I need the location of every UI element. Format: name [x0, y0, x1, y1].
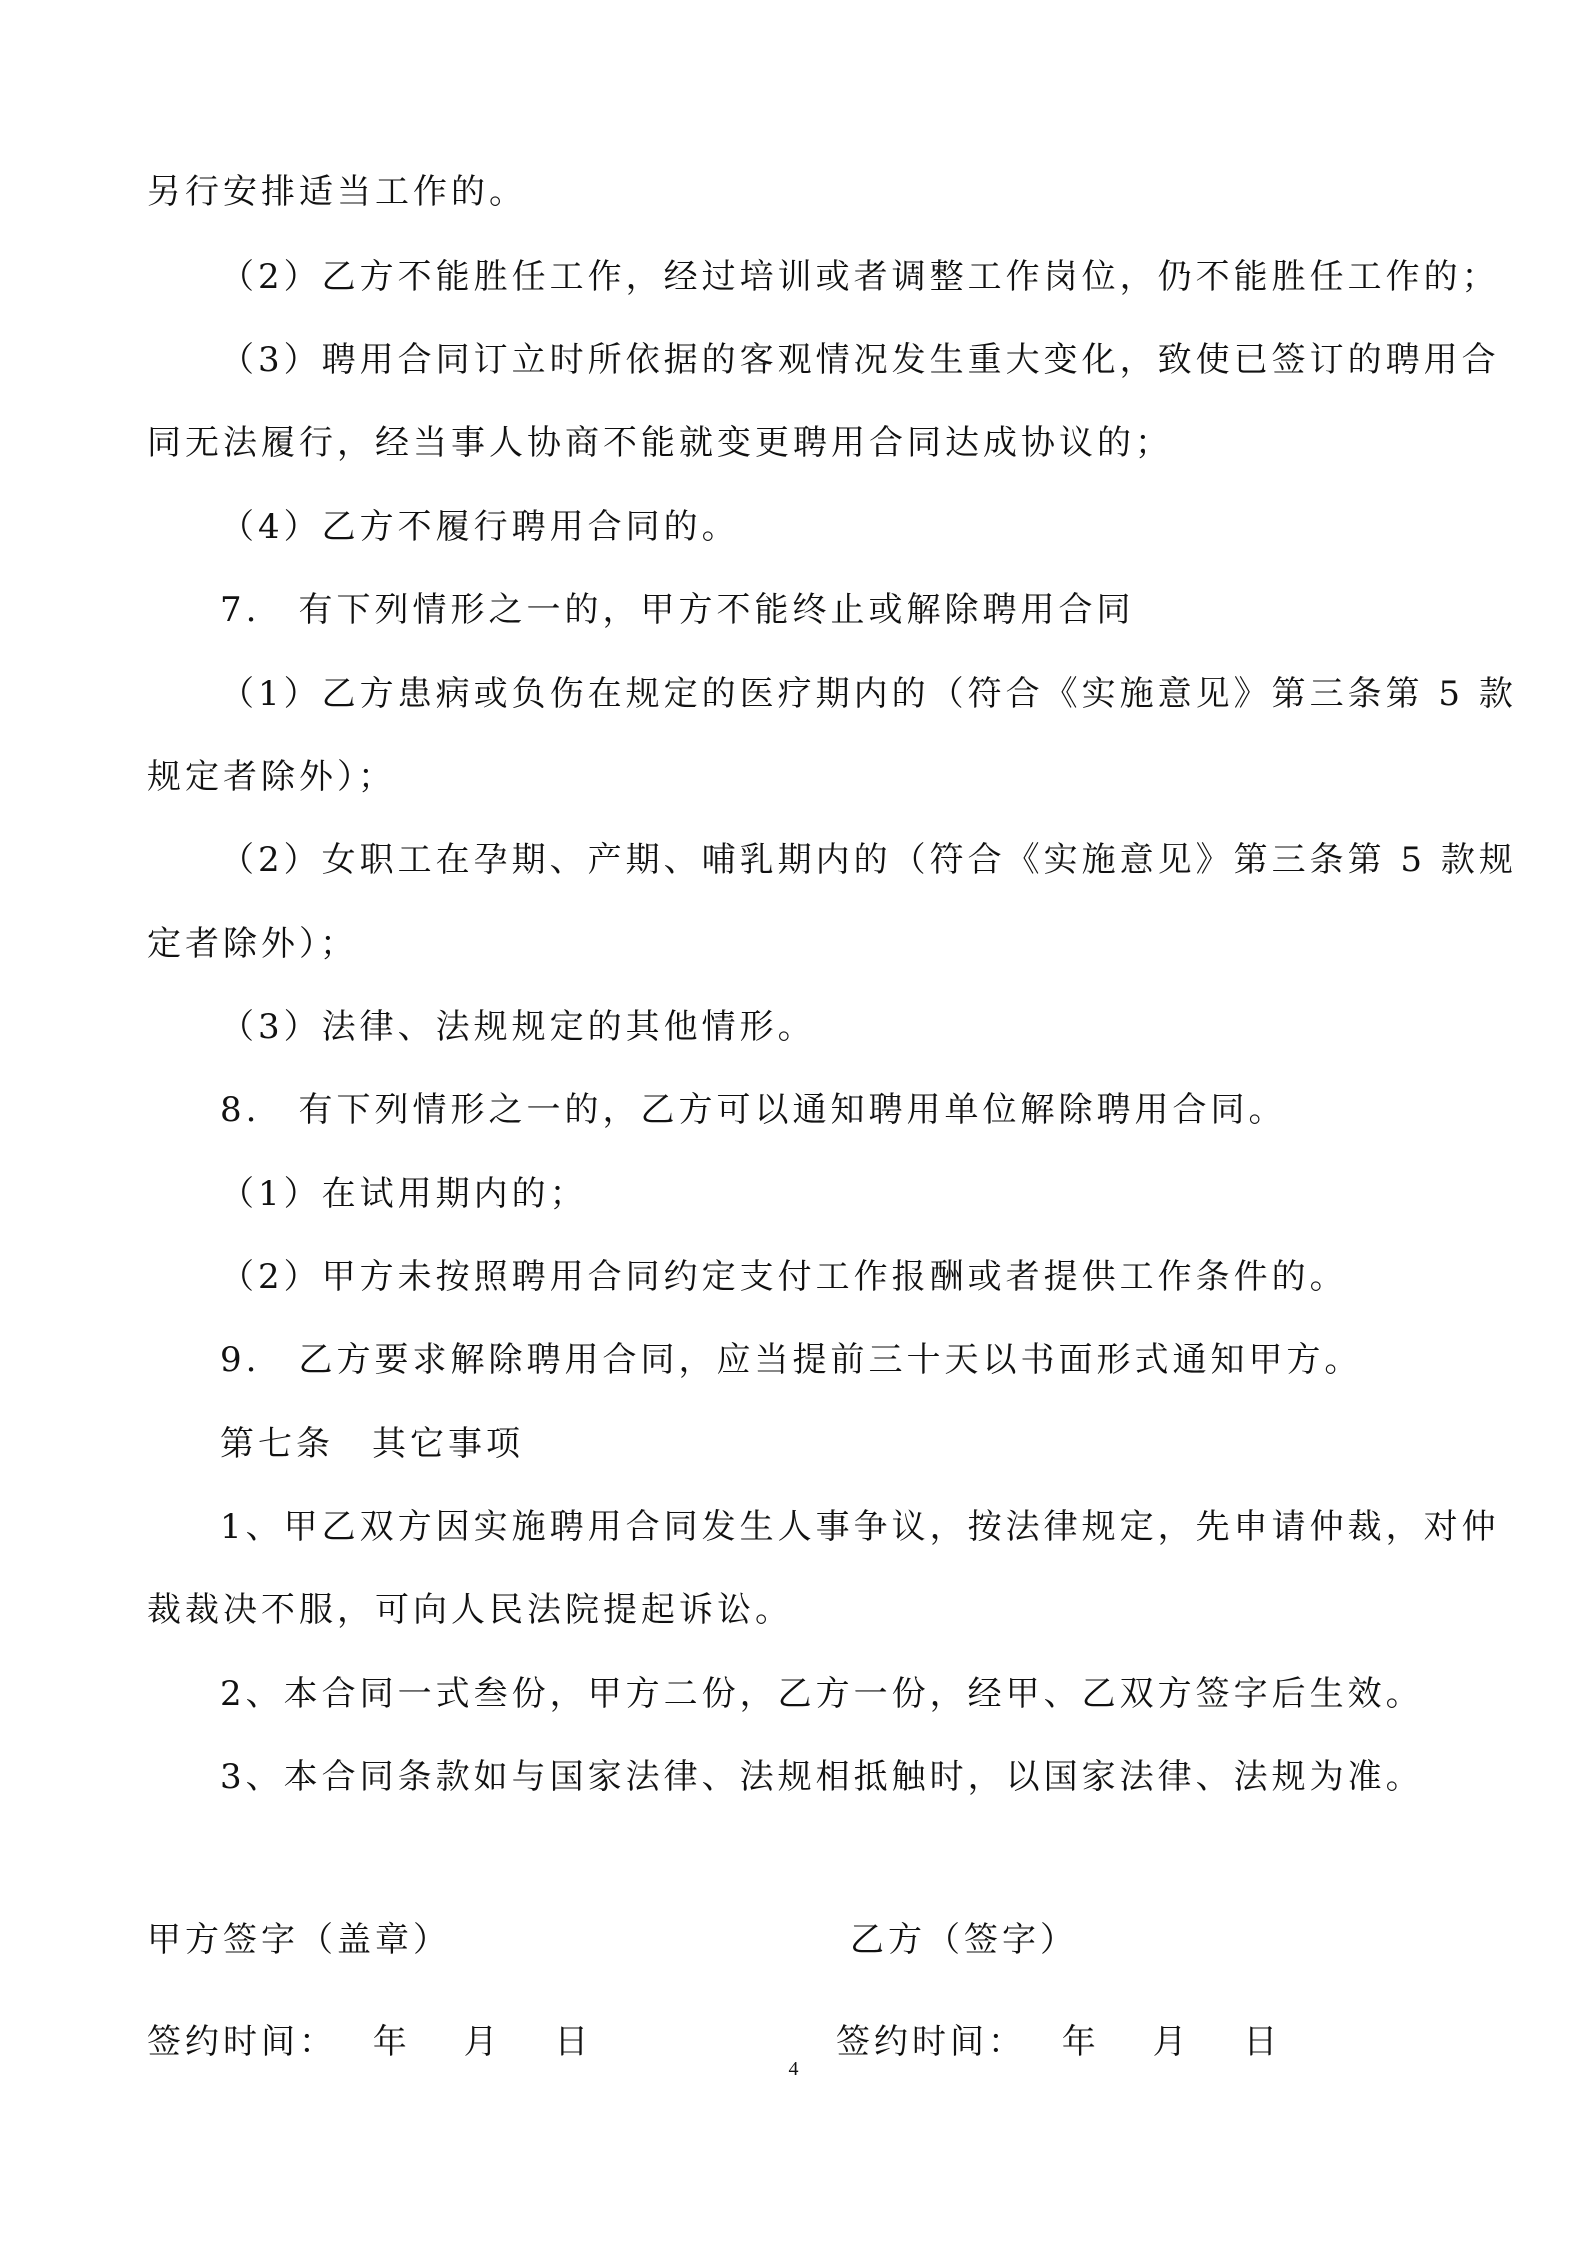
party-a-signing-date: 签约时间： 年 月 日 [147, 2022, 593, 2062]
page-number: 4 [788, 2058, 799, 2080]
body-line: （2）女职工在孕期、产期、哺乳期内的（符合《实施意见》第三条第 5 款规 [220, 840, 1517, 880]
body-line: 1、甲乙双方因实施聘用合同发生人事争议，按法律规定，先申请仲裁，对仲 [220, 1507, 1500, 1547]
body-line: 9. 乙方要求解除聘用合同，应当提前三十天以书面形式通知甲方。 [220, 1340, 1363, 1380]
body-line: 定者除外）； [147, 924, 358, 964]
body-line: （3）法律、法规规定的其他情形。 [220, 1007, 816, 1047]
party-b-signature-label: 乙方（签字） [850, 1920, 1078, 1960]
body-line: 另行安排适当工作的。 [147, 172, 527, 212]
section-heading: 第七条 其它事项 [220, 1424, 524, 1464]
body-line: （3）聘用合同订立时所依据的客观情况发生重大变化，致使已签订的聘用合 [220, 340, 1500, 380]
body-line: （4）乙方不履行聘用合同的。 [220, 507, 740, 547]
body-line: 3、本合同条款如与国家法律、法规相抵触时，以国家法律、法规为准。 [220, 1757, 1424, 1797]
body-line: 7. 有下列情形之一的，甲方不能终止或解除聘用合同 [220, 590, 1135, 630]
body-line: 裁裁决不服，可向人民法院提起诉讼。 [147, 1590, 793, 1630]
body-line: （2）乙方不能胜任工作，经过培训或者调整工作岗位，仍不能胜任工作的； [220, 257, 1500, 297]
body-line: 8. 有下列情形之一的，乙方可以通知聘用单位解除聘用合同。 [220, 1090, 1287, 1130]
body-line: （1）在试用期内的； [220, 1174, 588, 1214]
body-line: 2、本合同一式叁份，甲方二份，乙方一份，经甲、乙双方签字后生效。 [220, 1674, 1424, 1714]
party-a-signature-label: 甲方签字（盖章） [147, 1920, 451, 1960]
body-line: 规定者除外）； [147, 757, 396, 797]
body-line: （2）甲方未按照聘用合同约定支付工作报酬或者提供工作条件的。 [220, 1257, 1348, 1297]
party-b-signing-date: 签约时间： 年 月 日 [836, 2022, 1282, 2062]
body-line: （1）乙方患病或负伤在规定的医疗期内的（符合《实施意见》第三条第 5 款 [220, 674, 1517, 714]
body-line: 同无法履行，经当事人协商不能就变更聘用合同达成协议的； [147, 423, 1173, 463]
